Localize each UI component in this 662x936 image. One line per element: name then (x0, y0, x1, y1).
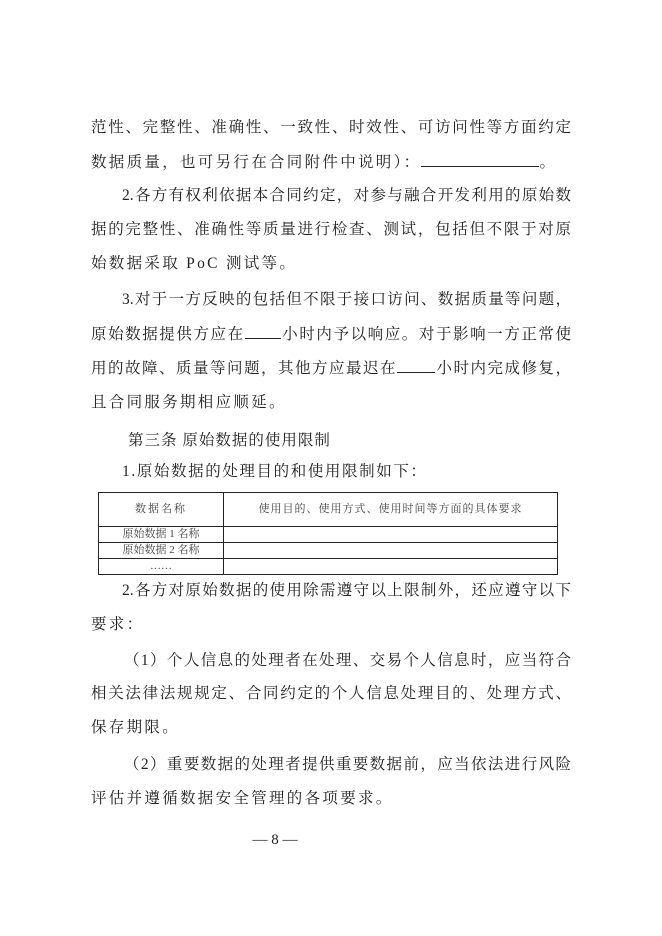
text-fragment: 小时内完成修复， (434, 360, 571, 377)
text-fragment: 用的故障、质量等问题，其他方应最迟在 (91, 360, 397, 377)
text-line (91, 324, 571, 345)
table-cell[interactable] (224, 527, 558, 543)
text-line: 相关法律法规规定、合同约定的个人信息处理目的、处理方式、 (91, 685, 571, 702)
text-fragment: 数据质量，也可另行在合同附件中说明）： (91, 154, 422, 171)
text-line: 3.对于一方反映的包括但不限于接口访问、数据质量等问题， (122, 291, 571, 308)
text-line (91, 152, 571, 173)
table-row (99, 559, 558, 575)
text-fragment: 小时内予以响应。对于影响一方正常使 (280, 326, 571, 343)
text-line: 范性、完整性、准确性、一致性、时效性、可访问性等方面约定 (91, 119, 571, 136)
text-fragment: 。 (539, 154, 558, 171)
page-number: — 8 — (252, 832, 298, 848)
text-line: 且合同服务期相应顺延。 (91, 394, 287, 411)
response-hours-blank[interactable] (245, 324, 281, 339)
data-usage-table (98, 492, 558, 575)
table-cell: 原始数据 2 名称 (99, 543, 224, 559)
table-header: 使用目的、使用方式、使用时间等方面的具体要求 (224, 493, 558, 527)
text-line (91, 358, 571, 379)
text-line: 要求： (91, 616, 145, 633)
fill-in-blank[interactable] (421, 152, 539, 167)
text-line: 评估并遵循数据安全管理的各项要求。 (91, 790, 394, 807)
table-header-row (99, 493, 558, 527)
table-cell: 原始数据 1 名称 (99, 527, 224, 543)
text-line: 2.各方对原始数据的使用除需遵守以上限制外，还应遵守以下 (122, 582, 571, 599)
table-row (99, 527, 558, 543)
table-header: 数据名称 (99, 493, 224, 527)
text-line: 2.各方有权利依据本合同约定，对参与融合开发利用的原始数 (122, 187, 571, 204)
text-line: （2）重要数据的处理者提供重要数据前，应当依法进行风险 (124, 756, 571, 773)
table-cell: …… (99, 559, 224, 575)
table-row (99, 543, 558, 559)
text-line: 保存期限。 (91, 719, 181, 736)
table-cell[interactable] (224, 559, 558, 575)
text-line: 据的完整性、准确性等质量进行检查、测试，包括但不限于对原 (91, 221, 571, 238)
text-line: （1）个人信息的处理者在处理、交易个人信息时，应当符合 (124, 652, 571, 669)
repair-hours-blank[interactable] (397, 358, 435, 373)
text-line: 始数据采取 PoC 测试等。 (91, 255, 298, 272)
text-line: 1.原始数据的处理目的和使用限制如下： (122, 463, 428, 480)
table-cell[interactable] (224, 543, 558, 559)
text-fragment: 原始数据提供方应在 (91, 326, 245, 343)
section-heading: 第三条 原始数据的使用限制 (128, 432, 331, 449)
